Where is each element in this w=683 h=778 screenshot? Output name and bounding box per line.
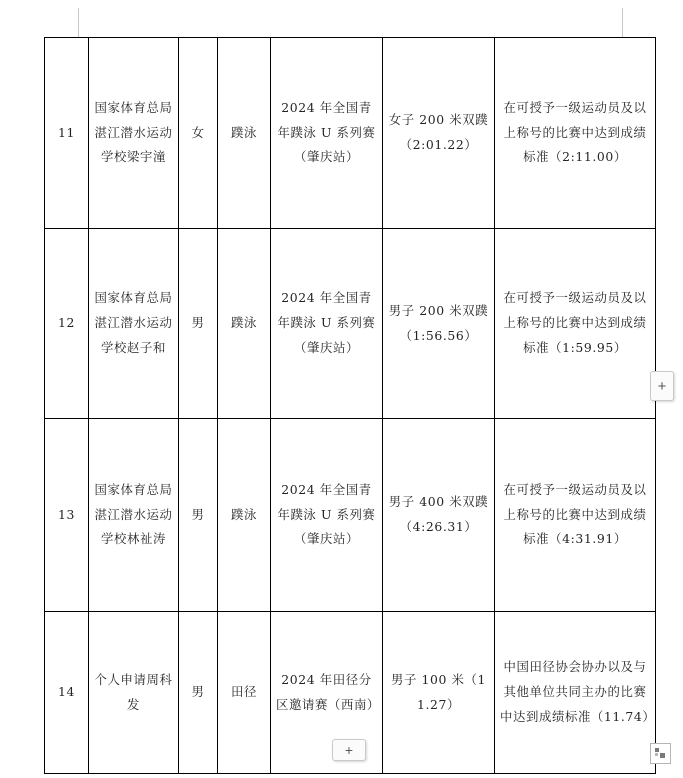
table-row[interactable] [45, 229, 656, 419]
cell-unit[interactable]: 国家体育总局湛江潜水运动学校梁宇潼 [89, 38, 179, 229]
resize-square-upper [655, 748, 659, 752]
table-body [45, 38, 656, 774]
left-margin-guide [78, 8, 79, 37]
resize-square-mid [655, 753, 658, 756]
cell-competition[interactable]: 2024 年全国青年蹼泳 U 系列赛（肇庆站） [271, 38, 383, 229]
cell-event-result[interactable]: 男子 100 米（11.27） [383, 612, 495, 774]
cell-sport[interactable]: 田径 [218, 612, 271, 774]
cell-standard[interactable]: 在可授予一级运动员及以上称号的比赛中达到成绩标准（4:31.91） [495, 419, 656, 612]
cell-index[interactable]: 13 [45, 419, 89, 612]
cell-sport[interactable]: 蹼泳 [218, 419, 271, 612]
cell-unit[interactable]: 个人申请周科发 [89, 612, 179, 774]
right-margin-guide [622, 8, 623, 37]
table-row[interactable] [45, 419, 656, 612]
athlete-qualification-table[interactable] [44, 37, 656, 774]
cell-competition[interactable]: 2024 年全国青年蹼泳 U 系列赛（肇庆站） [271, 419, 383, 612]
table-row[interactable] [45, 38, 656, 229]
insert-column-button[interactable] [650, 371, 674, 401]
cell-standard[interactable]: 在可授予一级运动员及以上称号的比赛中达到成绩标准（2:11.00） [495, 38, 656, 229]
plus-icon: + [657, 377, 667, 395]
cell-event-result[interactable]: 男子 400 米双蹼（4:26.31） [383, 419, 495, 612]
plus-icon: + [344, 742, 354, 758]
cell-competition[interactable]: 2024 年全国青年蹼泳 U 系列赛（肇庆站） [271, 229, 383, 419]
cell-event-result[interactable]: 女子 200 米双蹼（2:01.22） [383, 38, 495, 229]
cell-sex[interactable]: 男 [179, 612, 218, 774]
cell-event-result[interactable]: 男子 200 米双蹼（1:56.56） [383, 229, 495, 419]
cell-standard[interactable]: 在可授予一级运动员及以上称号的比赛中达到成绩标准（1:59.95） [495, 229, 656, 419]
cell-index[interactable]: 14 [45, 612, 89, 774]
table-resize-handle[interactable] [650, 743, 671, 764]
cell-sport[interactable]: 蹼泳 [218, 38, 271, 229]
cell-standard[interactable]: 中国田径协会协办以及与其他单位共同主办的比赛中达到成绩标准（11.74） [495, 612, 656, 774]
resize-square-lower [660, 753, 665, 758]
cell-sex[interactable]: 男 [179, 419, 218, 612]
cell-competition[interactable]: 2024 年田径分区邀请赛（西南） [271, 612, 383, 774]
cell-unit[interactable]: 国家体育总局湛江潜水运动学校林祉涛 [89, 419, 179, 612]
insert-row-button[interactable] [332, 739, 366, 761]
cell-index[interactable]: 12 [45, 229, 89, 419]
cell-unit[interactable]: 国家体育总局湛江潜水运动学校赵子和 [89, 229, 179, 419]
cell-sex[interactable]: 女 [179, 38, 218, 229]
cell-index[interactable]: 11 [45, 38, 89, 229]
cell-sport[interactable]: 蹼泳 [218, 229, 271, 419]
cell-sex[interactable]: 男 [179, 229, 218, 419]
